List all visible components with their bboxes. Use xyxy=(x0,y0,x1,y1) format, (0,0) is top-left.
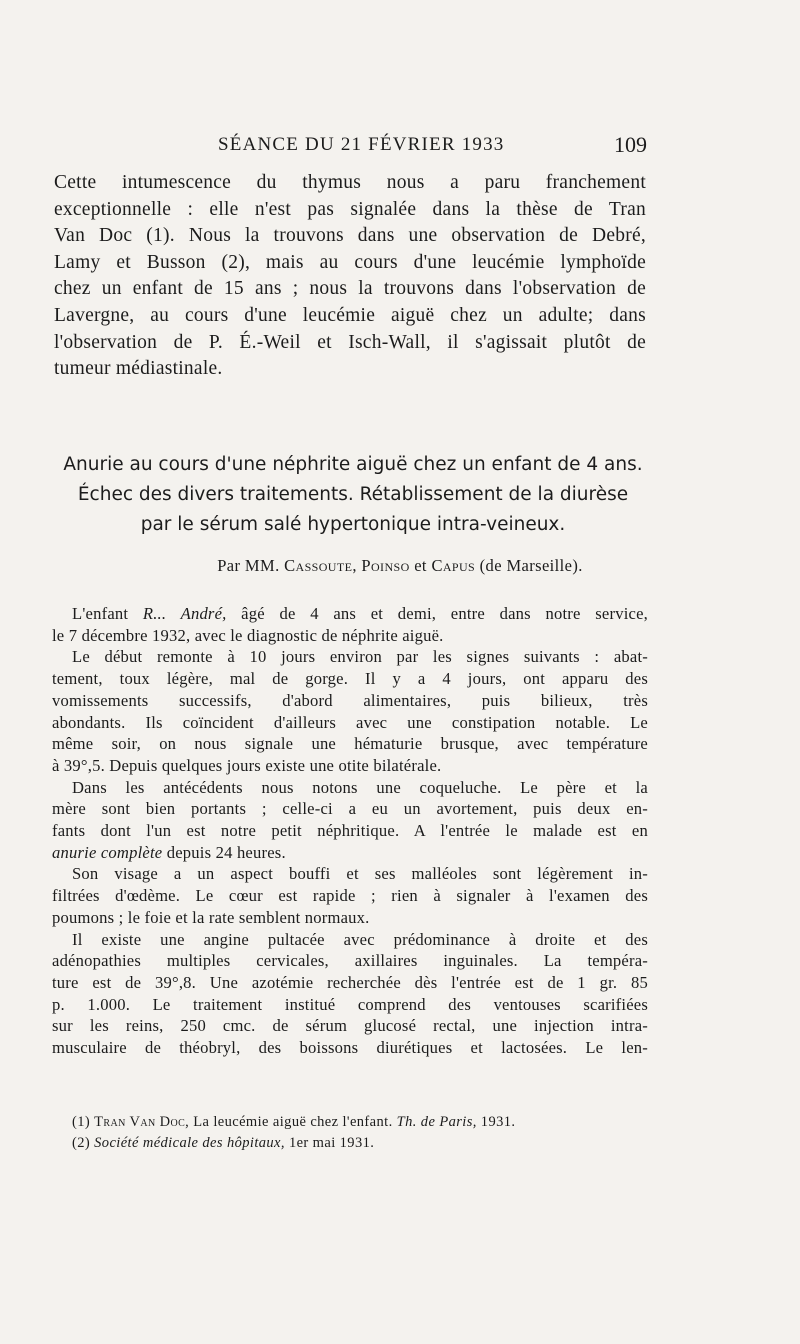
authors-prefix: Par MM. xyxy=(217,556,280,575)
text-line: Lavergne, au cours d'une leucémie aiguë chez un adulte; dans xyxy=(54,304,646,326)
footnote-author: Tran Van Doc, xyxy=(94,1114,190,1130)
footnote-italic: Société médicale des hôpitaux, xyxy=(94,1135,285,1151)
body-text: le 7 décembre 1932, avec le diagnostic de néphrite aiguë. xyxy=(52,625,444,645)
body-text: adénopathies multiples cervicales, axillaires inguinales. La tempéra- xyxy=(52,951,648,971)
body-line xyxy=(52,798,648,820)
authors-affiliation: (de Marseille). xyxy=(479,556,583,575)
text-line: Lamy et Busson (2), mais au cours d'une leucémie lymphoïde xyxy=(54,251,646,273)
body-line xyxy=(52,863,648,885)
footnote-num: (2) xyxy=(72,1135,95,1151)
body-text: ture est de 39°,8. Une azotémie recherchée dès l'entrée est de 1 gr. 85 xyxy=(52,972,648,992)
body-line xyxy=(52,907,648,929)
body-text: Le début remonte à 10 jours environ par les signes suivants : abat- xyxy=(72,647,648,667)
title-line: Échec des divers traitements. Rétablissement de la diurèse xyxy=(77,484,629,505)
body-italic: R... André, xyxy=(142,604,227,623)
title-line: par le sérum salé hypertonique intra-veineux. xyxy=(140,514,566,535)
body-text: fants dont l'un est notre petit néphritique. A l'entrée le malade est en xyxy=(52,821,648,841)
body-line xyxy=(52,690,648,712)
body-line xyxy=(52,646,648,668)
body-line xyxy=(52,885,648,907)
footnote-tail: 1931. xyxy=(476,1114,516,1130)
body-text: sur les reins, 250 cmc. de sérum glucosé rectal, une injection intra- xyxy=(52,1016,648,1036)
footnote xyxy=(72,1112,632,1133)
body-text: filtrées d'œdème. Le cœur est rapide ; rien à signaler à l'examen des xyxy=(52,886,648,906)
footnote-tail: 1er mai 1931. xyxy=(284,1135,375,1151)
body-line xyxy=(52,1015,648,1037)
body-line xyxy=(52,1037,648,1059)
body-text: Son visage a un aspect bouffi et ses malléoles sont légèrement in- xyxy=(72,864,648,884)
body-text: tement, toux légère, mal de gorge. Il y a 4 jours, ont apparu des xyxy=(52,669,648,689)
body-text: abondants. Ils coïncident d'ailleurs avec une constipation notable. Le xyxy=(52,712,648,732)
body-line xyxy=(52,820,648,842)
footnote-italic: Th. de Paris, xyxy=(396,1114,477,1130)
body-line xyxy=(52,842,648,864)
footnote-text: La leucémie aiguë chez l'enfant. xyxy=(189,1114,397,1130)
body-text: Il existe une angine pultacée avec prédominance à droite et des xyxy=(72,929,648,949)
text-line: exceptionnelle : elle n'est pas signalée dans la thèse de Tran xyxy=(54,198,646,220)
footnotes xyxy=(72,1112,632,1154)
intro-paragraph xyxy=(54,170,646,383)
body-line xyxy=(52,777,648,799)
body-line xyxy=(52,972,648,994)
text-line: Cette intumescence du thymus nous a paru franchement xyxy=(54,172,646,193)
body-text: poumons ; le foie et la rate semblent normaux. xyxy=(52,907,370,927)
body-text: âgé de 4 ans et demi, entre dans notre service, xyxy=(226,604,648,623)
authors-conj: et xyxy=(414,556,427,575)
article-body xyxy=(52,603,648,1059)
body-line xyxy=(52,929,648,951)
page-number: 109 xyxy=(614,132,647,157)
body-text: L'enfant xyxy=(72,604,143,623)
text-line: chez un enfant de 15 ans ; nous la trouvons dans l'observation de xyxy=(54,278,646,300)
text-line: Van Doc (1). Nous la trouvons dans une observation de Debré, xyxy=(54,225,646,247)
body-text: même soir, on nous signale une hématurie brusque, avec température xyxy=(52,734,648,754)
body-line xyxy=(52,625,648,647)
author-name: Poinso xyxy=(361,556,410,575)
body-line xyxy=(52,668,648,690)
body-text: vomissements successifs, d'abord alimentaires, puis bilieux, très xyxy=(52,690,648,710)
text-line: tumeur médiastinale. xyxy=(54,358,223,380)
body-italic: anurie complète xyxy=(52,842,163,862)
body-text: depuis 24 heures. xyxy=(162,842,286,862)
body-text: musculaire de théobryl, des boissons diurétiques et lactosées. Le len- xyxy=(52,1038,648,1058)
body-line xyxy=(52,603,648,625)
body-line xyxy=(52,950,648,972)
body-line xyxy=(52,733,648,755)
author-name: Cassoute, xyxy=(284,556,357,575)
body-text: p. 1.000. Le traitement institué comprend des ventouses scarifiées xyxy=(52,994,648,1014)
body-text: mère sont bien portants ; celle-ci a eu un avortement, puis deux en- xyxy=(52,799,648,819)
author-name: Capus xyxy=(431,556,476,575)
footnote xyxy=(72,1133,632,1154)
text-line: l'observation de P. É.-Weil et Isch-Wall, il s'agissait plutôt de xyxy=(54,331,646,353)
body-text: à 39°,5. Depuis quelques jours existe une otite bilatérale. xyxy=(52,755,442,775)
body-line xyxy=(52,994,648,1016)
body-line xyxy=(52,755,648,777)
title-line: Anurie au cours d'une néphrite aiguë chez un enfant de 4 ans. xyxy=(63,454,643,475)
body-text: Dans les antécédents nous notons une coqueluche. Le père et la xyxy=(72,777,648,797)
article-title xyxy=(60,450,646,540)
running-head: SÉANCE DU 21 FÉVRIER 1933 xyxy=(218,134,505,155)
footnote-num: (1) xyxy=(72,1114,95,1130)
authors-line xyxy=(0,556,800,576)
body-line xyxy=(52,712,648,734)
